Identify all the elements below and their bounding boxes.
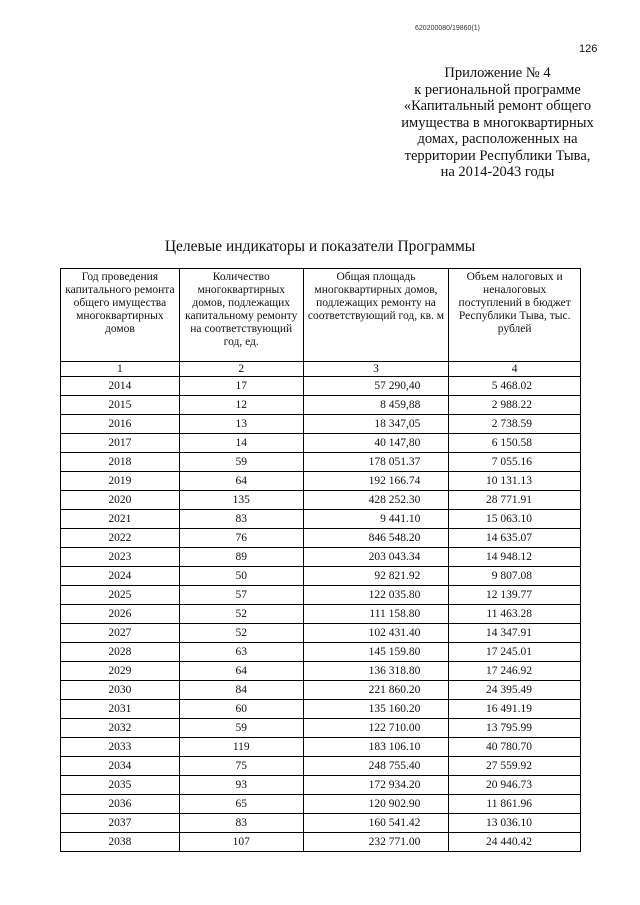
cell-total-area: 428 252.30 [303,491,449,510]
cell-budget-revenue: 12 139.77 [449,586,581,605]
cell-budget-revenue: 10 131.13 [449,472,581,491]
cell-house-count: 65 [179,795,303,814]
table-row [61,434,581,453]
cell-house-count: 12 [179,396,303,415]
cell-total-area: 111 158.80 [303,605,449,624]
cell-house-count: 50 [179,567,303,586]
cell-year: 2038 [61,833,180,852]
cell-year: 2022 [61,529,180,548]
appendix-line: к региональной программе [414,81,581,98]
cell-budget-revenue: 28 771.91 [449,491,581,510]
table-row [61,814,581,833]
table-row [61,453,581,472]
cell-total-area: 172 934.20 [303,776,449,795]
cell-house-count: 63 [179,643,303,662]
cell-year: 2018 [61,453,180,472]
appendix-line: «Капитальный ремонт общего [403,98,592,114]
header-year: Год проведения капитального ремонта общего имущества многоквартирных домов [61,269,180,362]
column-number: 3 [303,362,449,377]
table-row [61,795,581,814]
cell-year: 2014 [61,377,180,396]
cell-total-area: 232 771.00 [303,833,449,852]
cell-house-count: 107 [179,833,303,852]
cell-total-area: 178 051.37 [303,453,449,472]
cell-budget-revenue: 7 055.16 [449,453,581,472]
header-total-area: Общая площадь многоквартирных домов, подлежащих ремонту на соответствующий год, кв. м [303,269,449,362]
cell-house-count: 89 [179,548,303,567]
table-row [61,757,581,776]
cell-budget-revenue: 2 738.59 [449,415,581,434]
cell-year: 2017 [61,434,180,453]
cell-budget-revenue: 40 780.70 [449,738,581,757]
cell-total-area: 122 710.00 [303,719,449,738]
cell-house-count: 57 [179,586,303,605]
appendix-line: домах, расположенных на [417,131,578,147]
table-row [61,605,581,624]
cell-year: 2016 [61,415,180,434]
cell-total-area: 40 147,80 [303,434,449,453]
column-number: 2 [179,362,303,377]
cell-total-area: 8 459,88 [303,396,449,415]
cell-year: 2020 [61,491,180,510]
cell-total-area: 203 043.34 [303,548,449,567]
table-row [61,529,581,548]
cell-year: 2029 [61,662,180,681]
cell-year: 2030 [61,681,180,700]
header-house-count: Количество многоквартирных домов, подлежащих капитальному ремонту на соответствующий год, ед. [179,269,303,362]
column-number: 4 [449,362,581,377]
cell-house-count: 75 [179,757,303,776]
table-row [61,700,581,719]
cell-total-area: 192 166.74 [303,472,449,491]
appendix-line: Приложение № 4 [444,65,551,81]
cell-budget-revenue: 2 988.22 [449,396,581,415]
cell-budget-revenue: 11 861.96 [449,795,581,814]
cell-budget-revenue: 5 468.02 [449,377,581,396]
table-row [61,377,581,396]
cell-total-area: 160 541.42 [303,814,449,833]
document-id: 620200080/19860(1) [415,25,481,32]
cell-house-count: 14 [179,434,303,453]
cell-house-count: 52 [179,624,303,643]
cell-year: 2021 [61,510,180,529]
cell-year: 2019 [61,472,180,491]
cell-budget-revenue: 14 948.12 [449,548,581,567]
cell-total-area: 145 159.80 [303,643,449,662]
cell-budget-revenue: 11 463.28 [449,605,581,624]
cell-total-area: 122 035.80 [303,586,449,605]
cell-house-count: 84 [179,681,303,700]
cell-total-area: 92 821.92 [303,567,449,586]
cell-house-count: 17 [179,377,303,396]
cell-house-count: 83 [179,814,303,833]
cell-year: 2023 [61,548,180,567]
table-row [61,738,581,757]
cell-year: 2034 [61,757,180,776]
column-number: 1 [61,362,180,377]
cell-year: 2033 [61,738,180,757]
table-row [61,510,581,529]
cell-total-area: 9 441.10 [303,510,449,529]
cell-house-count: 59 [179,453,303,472]
cell-house-count: 83 [179,510,303,529]
column-number-row [61,362,581,377]
table-row [61,719,581,738]
table-row [61,472,581,491]
cell-budget-revenue: 13 036.10 [449,814,581,833]
table-row [61,586,581,605]
cell-house-count: 59 [179,719,303,738]
cell-budget-revenue: 24 440.42 [449,833,581,852]
cell-total-area: 120 902.90 [303,795,449,814]
cell-total-area: 846 548.20 [303,529,449,548]
cell-budget-revenue: 9 807.08 [449,567,581,586]
table-row [61,662,581,681]
cell-total-area: 135 160.20 [303,700,449,719]
cell-house-count: 93 [179,776,303,795]
cell-total-area: 102 431.40 [303,624,449,643]
cell-budget-revenue: 17 245.01 [449,643,581,662]
cell-house-count: 13 [179,415,303,434]
cell-budget-revenue: 17 246.92 [449,662,581,681]
cell-budget-revenue: 15 063.10 [449,510,581,529]
table-row [61,681,581,700]
table-row [61,548,581,567]
cell-total-area: 136 318.80 [303,662,449,681]
table-row [61,776,581,795]
header-budget-revenue: Объем налоговых и неналоговых поступлений в бюджет Республики Тыва, тыс. рублей [449,269,581,362]
cell-total-area: 248 755.40 [303,757,449,776]
table-header-row [61,269,581,362]
cell-house-count: 119 [179,738,303,757]
cell-year: 2024 [61,567,180,586]
cell-budget-revenue: 16 491.19 [449,700,581,719]
cell-year: 2036 [61,795,180,814]
appendix-line: территории Республики Тыва, [404,147,591,164]
cell-house-count: 64 [179,662,303,681]
cell-budget-revenue: 20 946.73 [449,776,581,795]
cell-year: 2032 [61,719,180,738]
table-row [61,567,581,586]
cell-budget-revenue: 6 150.58 [449,434,581,453]
indicators-table [60,268,581,852]
cell-house-count: 76 [179,529,303,548]
table-body [61,377,581,852]
cell-budget-revenue: 24 395.49 [449,681,581,700]
document-title: Целевые индикаторы и показатели Программы [164,238,476,255]
appendix-line: имущества в многоквартирных [401,114,594,131]
table-row [61,624,581,643]
cell-total-area: 221 860.20 [303,681,449,700]
cell-year: 2035 [61,776,180,795]
cell-budget-revenue: 27 559.92 [449,757,581,776]
cell-house-count: 135 [179,491,303,510]
table-row [61,643,581,662]
cell-house-count: 64 [179,472,303,491]
appendix-header [385,65,610,181]
cell-year: 2026 [61,605,180,624]
cell-house-count: 60 [179,700,303,719]
cell-total-area: 57 290,40 [303,377,449,396]
cell-budget-revenue: 14 635.07 [449,529,581,548]
cell-year: 2037 [61,814,180,833]
table-row [61,396,581,415]
table-row [61,415,581,434]
cell-total-area: 183 106.10 [303,738,449,757]
page-number: 126 [579,43,598,55]
cell-year: 2031 [61,700,180,719]
cell-year: 2028 [61,643,180,662]
cell-budget-revenue: 13 795.99 [449,719,581,738]
cell-budget-revenue: 14 347.91 [449,624,581,643]
table-row [61,491,581,510]
cell-year: 2027 [61,624,180,643]
cell-total-area: 18 347,05 [303,415,449,434]
cell-year: 2015 [61,396,180,415]
cell-house-count: 52 [179,605,303,624]
table-row [61,833,581,852]
appendix-line: на 2014-2043 годы [440,164,555,180]
cell-year: 2025 [61,586,180,605]
